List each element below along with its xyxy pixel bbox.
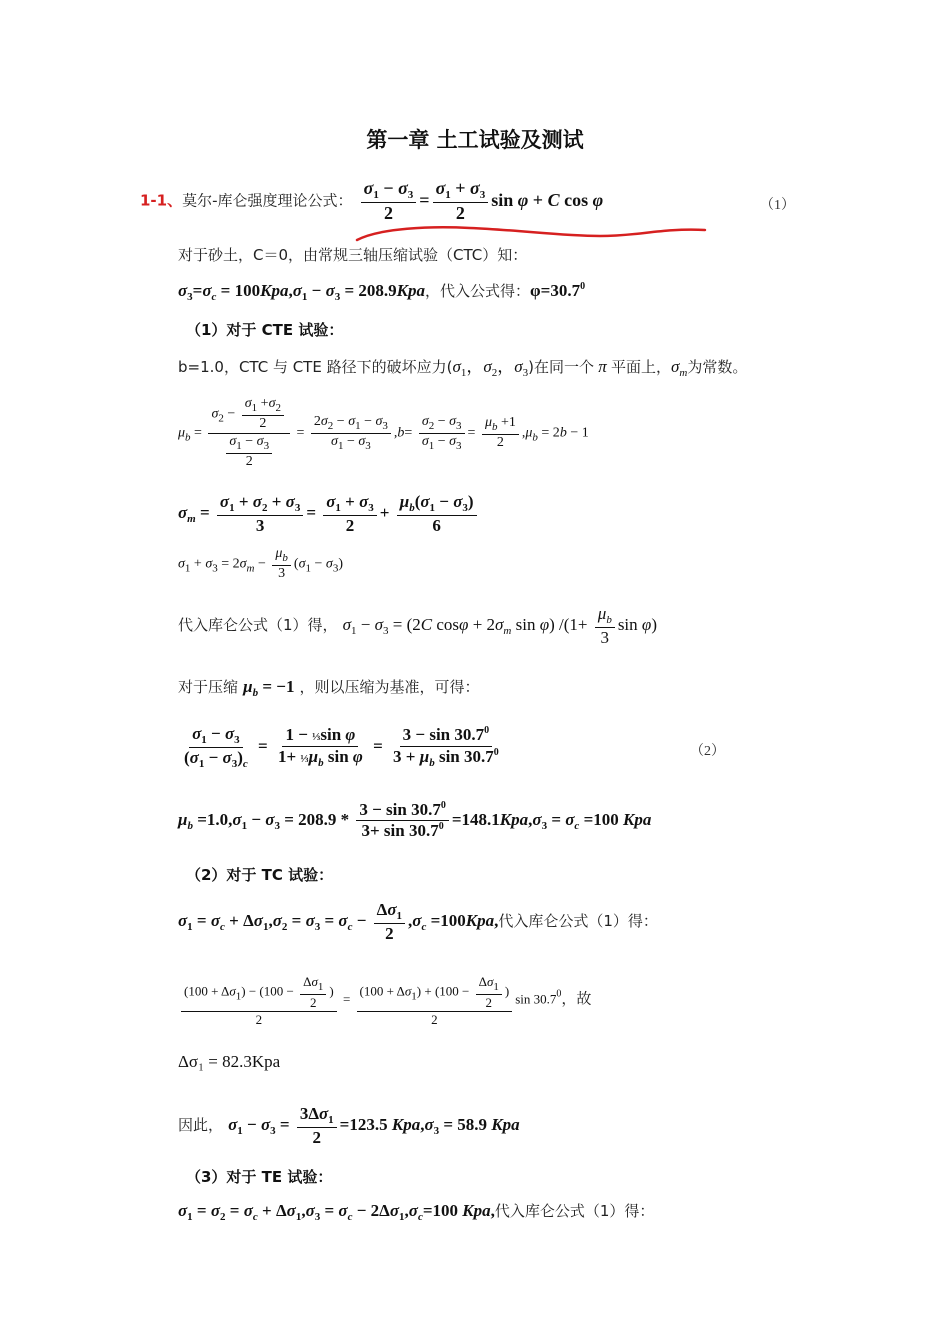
delta-sigma-result: Δσ₁ = 82.3Kpa <box>178 1052 281 1071</box>
equation-number-1: （1） <box>760 198 795 213</box>
b-value-text: b=1.0，CTC 与 CTE 路径下的破坏应力($\sigma_1$，$\sigma_2$，$\sigma_3$)在同一个 π 平面上，$\sigma_m$为常数。 <box>178 357 748 379</box>
mu-b-equation: $\mu_b$ = $\sigma_2$ − $\frac{\sigma_1 +\sigma_2}{2}$ $\frac{\sigma_1 - \sigma_3}{2}$ = $\frac{2\sigma_2 - \sigma_1 - \sigma_3}{\sigma_1 - \sigma_3}$ ,b= $\frac{\sigma_2 - \sigma_3}{\sigma_1 - \sigma_3}$ = $\frac{\mu_b +1}{2}$ $,\mu_b = 2b - 1$ <box>178 396 589 470</box>
chapter-title: 第一章 土工试验及测试 <box>366 128 584 152</box>
te-stress-line: $\sigma_1 = \sigma_2 = \sigma_c + \Delta\sigma_1,\sigma_3 = \sigma_c - 2\Delta\sigma_1,\sigma_c=100$ Kpa,代入库仑公式（1）得： <box>178 1201 655 1223</box>
tc-coulomb-equation: $(100 + \Delta\sigma_1) - (100$ − $\frac{\Delta\sigma_1}{2}$ ) 2 = $(100 + \Delta\sigma_1) + (100$ − $\frac{\Delta\sigma_1}{2}$ ) 2 sin 30.7$^0$，故 <box>178 974 591 1027</box>
red-underline-annotation <box>0 0 950 260</box>
equation-2: $\frac{\sigma_1 - \sigma_3}{(\sigma_1 - \sigma_3)_c}$ = $\frac{\text{1 − ⅓sin φ}}{1+ \frac{1}{3}\mu_b \sin \varphi}$ = $\frac{3 - \sin 30.7^0}{3 + \mu_b \sin 30.7^0}$ <box>184 724 499 771</box>
mohr-coulomb-formula: $\frac{\sigma_1 - \sigma_3}{2}$ = $\frac{\sigma_1 + \sigma_3}{2}$ sin φ + C cos φ <box>358 190 603 210</box>
problem-number: 1-1、 <box>140 191 183 210</box>
hence-line: 因此， $\sigma_1 - \sigma_3$ = $\frac{3\Delta\sigma_1}{2}$ =123.5 $Kpa,\sigma_3 = 58.9$ Kpa <box>178 1104 520 1148</box>
sigma-sum-equation: $\sigma_1 + \sigma_3 = 2\sigma_m$ − $\frac{\mu_b}{3}$ $(\sigma_1 - \sigma_3)$ <box>178 546 343 582</box>
formula-label: 莫尔-库仑强度理论公式： <box>182 191 353 210</box>
compression-line: 对于压缩 $\mu_b = -1$ ，则以压缩为基准，可得： <box>178 677 480 699</box>
ctc-stress-values: $\sigma_3=\sigma_c = 100Kpa,\sigma_1 - \sigma_3 = 208.9Kpa$ <box>178 281 426 303</box>
ctc-phi-value: $\varphi=30.7^0$ <box>530 281 586 300</box>
equation-number-2: （2） <box>690 744 725 759</box>
ctc-result-line <box>178 280 585 303</box>
section-cte-heading: （1）对于 CTE 试验： <box>186 321 344 339</box>
section-te-heading: （3）对于 TE 试验： <box>186 1168 333 1186</box>
substitute-line: 代入库仑公式（1）得， $\sigma_1 - \sigma_3 = (2C$ $\cos\varphi + 2\sigma_m$ sin φ) /(1+ $\frac{\mu_b}{3}$ sin φ) <box>178 604 657 648</box>
sand-condition-text: 对于砂土，C＝0，由常规三轴压缩试验（CTC）知： <box>178 246 528 264</box>
substitute-equation: $\sigma_1 - \sigma_3 = (2C$ $\cos\varphi + 2\sigma_m$ sin φ) /(1+ $\frac{\mu_b}{3}$ sin φ) <box>342 604 657 648</box>
tc-stress-line: $\sigma_1 = \sigma_c + \Delta\sigma_1,\sigma_2 = \sigma_3 = \sigma_c$ − $\frac{\Delta\sigma_1}{2}$ $,\sigma_c =100Kpa$,代入库仑公式（1）得： <box>178 900 658 944</box>
ctc-tail-text: ，代入公式得： <box>425 282 531 300</box>
sigma-m-equation: $\sigma_m$ = $\frac{\sigma_1 + \sigma_2 + \sigma_3}{3}$ = $\frac{\sigma_1 + \sigma_3}{2}$ + $\frac{\mu_b(\sigma_1 - \sigma_3)}{6}$ <box>178 492 480 537</box>
section-tc-heading: （2）对于 TC 试验： <box>186 866 334 884</box>
cte-result-equation: $\mu_b =1.0,\sigma_1 - \sigma_3 = 208.9$ * $\frac{3 - \sin 30.7^0}{3+ \sin 30.7^0}$ $=148.1Kpa,\sigma_3 = \sigma_c =100$ Kpa <box>178 800 652 841</box>
